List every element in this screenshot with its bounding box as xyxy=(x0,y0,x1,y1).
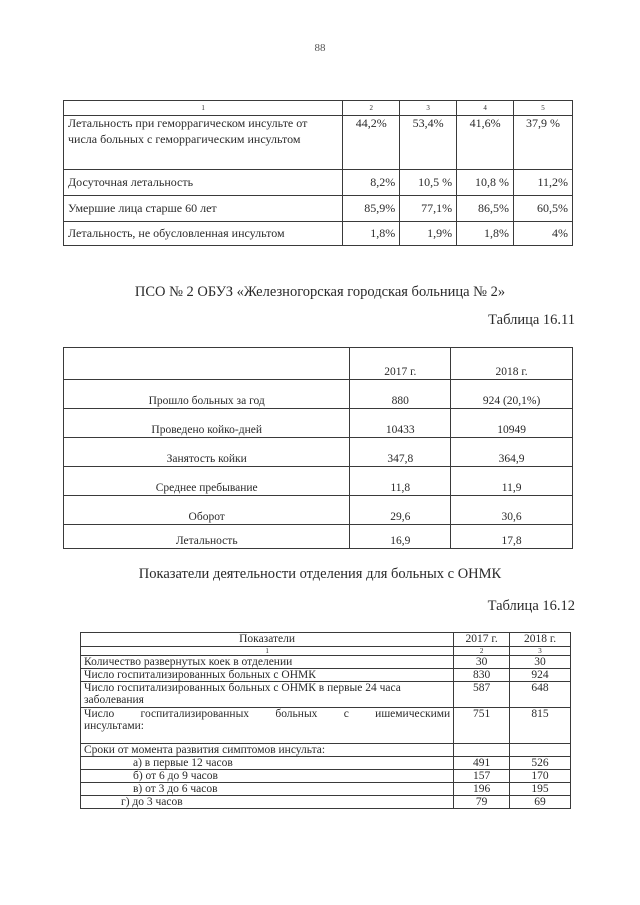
header-cell: 2018 г. xyxy=(451,348,573,380)
table-row xyxy=(81,770,571,783)
header-cell: 2017 г. xyxy=(454,633,510,647)
mortality-table xyxy=(63,100,573,246)
table-row xyxy=(81,656,571,669)
cell-value: 1,8% xyxy=(457,222,514,246)
row-label: Среднее пребывание xyxy=(64,467,350,496)
hospital-stats-table xyxy=(63,347,573,549)
cell-value: 1,9% xyxy=(400,222,457,246)
row-label: Количество развернутых коек в отделении xyxy=(81,656,454,669)
cell-value: 830 xyxy=(454,669,510,682)
department-indicators-table xyxy=(80,632,571,809)
cell-value: 37,9 % xyxy=(514,116,573,170)
cell-value xyxy=(510,744,571,757)
cell-value: 648 xyxy=(510,682,571,708)
cell-value: 170 xyxy=(510,770,571,783)
row-label-line: инсультами: xyxy=(84,720,144,733)
row-label: а) в первые 12 часов xyxy=(81,757,454,770)
cell-value: 195 xyxy=(510,783,571,796)
header-cell: 3 xyxy=(510,647,571,656)
row-label: в) от 3 до 6 часов xyxy=(81,783,454,796)
table-row xyxy=(64,525,573,549)
header-cell: 3 xyxy=(400,101,457,116)
section-title: ПСО № 2 ОБУЗ «Железногорская городская больница № 2» xyxy=(134,284,506,300)
cell-value: 41,6% xyxy=(457,116,514,170)
header-cell: 1 xyxy=(81,647,454,656)
cell-value: 53,4% xyxy=(400,116,457,170)
row-label: Проведено койко-дней xyxy=(64,409,350,438)
header-cell: 1 xyxy=(64,101,343,116)
cell-value xyxy=(454,744,510,757)
cell-value: 8,2% xyxy=(343,170,400,196)
table-row xyxy=(81,669,571,682)
row-label: Занятость койки xyxy=(64,438,350,467)
row-label: Число госпитализированных больных с ОНМК xyxy=(81,669,454,682)
cell-value: 526 xyxy=(510,757,571,770)
cell-value: 815 xyxy=(510,708,571,744)
row-label: б) от 6 до 9 часов xyxy=(81,770,454,783)
cell-value: 86,5% xyxy=(457,196,514,222)
cell-value: 29,6 xyxy=(350,496,451,525)
cell-value: 11,8 xyxy=(350,467,451,496)
cell-value: 491 xyxy=(454,757,510,770)
header-cell: 2 xyxy=(343,101,400,116)
row-label: Досуточная летальность xyxy=(64,170,343,196)
header-cell: 4 xyxy=(457,101,514,116)
table-row xyxy=(64,409,573,438)
section-title: Показатели деятельности отделения для больных с ОНМК xyxy=(138,566,502,582)
cell-value: 60,5% xyxy=(514,196,573,222)
row-label: Умершие лица старше 60 лет xyxy=(64,196,343,222)
table-row xyxy=(64,170,573,196)
row-label: г) до 3 часов xyxy=(81,796,454,809)
cell-value: 69 xyxy=(510,796,571,809)
cell-value: 196 xyxy=(454,783,510,796)
table-row xyxy=(81,783,571,796)
cell-value: 924 xyxy=(510,669,571,682)
table-row xyxy=(64,496,573,525)
cell-value: 77,1% xyxy=(400,196,457,222)
row-label: Прошло больных за год xyxy=(64,380,350,409)
cell-value: 4% xyxy=(514,222,573,246)
table-row xyxy=(81,757,571,770)
table-row xyxy=(64,116,573,170)
cell-value: 10949 xyxy=(451,409,573,438)
cell-value: 10,8 % xyxy=(457,170,514,196)
table-number: Таблица 16.11 xyxy=(488,312,575,328)
cell-value: 85,9% xyxy=(343,196,400,222)
table-row xyxy=(81,796,571,809)
header-cell: 5 xyxy=(514,101,573,116)
cell-value: 10433 xyxy=(350,409,451,438)
cell-value: 79 xyxy=(454,796,510,809)
row-label: Оборот xyxy=(64,496,350,525)
cell-value: 11,9 xyxy=(451,467,573,496)
table-row xyxy=(64,380,573,409)
cell-value: 16,9 xyxy=(350,525,451,549)
cell-value: 347,8 xyxy=(350,438,451,467)
row-label: Число госпитализированных больных с ОНМК в первые 24 часа заболевания xyxy=(81,682,454,708)
row-label: Летальность при геморрагическом инсульте от числа больных с геморрагическим инсультом xyxy=(64,116,343,170)
header-cell: 2 xyxy=(454,647,510,656)
header-cell: 2017 г. xyxy=(350,348,451,380)
cell-value: 364,9 xyxy=(451,438,573,467)
page-number: 88 xyxy=(314,42,326,54)
cell-value: 10,5 % xyxy=(400,170,457,196)
header-cell xyxy=(64,348,350,380)
table-header-row xyxy=(64,101,573,116)
cell-value: 751 xyxy=(454,708,510,744)
cell-value: 30 xyxy=(510,656,571,669)
table-row xyxy=(81,744,571,757)
table-row xyxy=(81,708,571,744)
row-label-line: Число госпитализированных больных с ишемическими xyxy=(84,708,451,721)
table-row xyxy=(81,682,571,708)
row-label: Летальность xyxy=(64,525,350,549)
cell-value: 1,8% xyxy=(343,222,400,246)
cell-value: 44,2% xyxy=(343,116,400,170)
row-label: Летальность, не обусловленная инсультом xyxy=(64,222,343,246)
table-header-row xyxy=(64,348,573,380)
cell-value: 30 xyxy=(454,656,510,669)
cell-value: 587 xyxy=(454,682,510,708)
header-cell: Показатели xyxy=(81,633,454,647)
table-row xyxy=(64,438,573,467)
header-cell: 2018 г. xyxy=(510,633,571,647)
cell-value: 30,6 xyxy=(451,496,573,525)
table-row xyxy=(64,467,573,496)
cell-value: 924 (20,1%) xyxy=(451,380,573,409)
cell-value: 157 xyxy=(454,770,510,783)
table-row xyxy=(64,196,573,222)
table-number: Таблица 16.12 xyxy=(487,598,575,614)
table-subheader-row xyxy=(81,647,571,656)
table-header-row xyxy=(81,633,571,647)
cell-value: 17,8 xyxy=(451,525,573,549)
cell-value: 880 xyxy=(350,380,451,409)
row-label xyxy=(81,708,454,744)
row-label: Сроки от момента развития симптомов инсульта: xyxy=(81,744,454,757)
table-row xyxy=(64,222,573,246)
cell-value: 11,2% xyxy=(514,170,573,196)
